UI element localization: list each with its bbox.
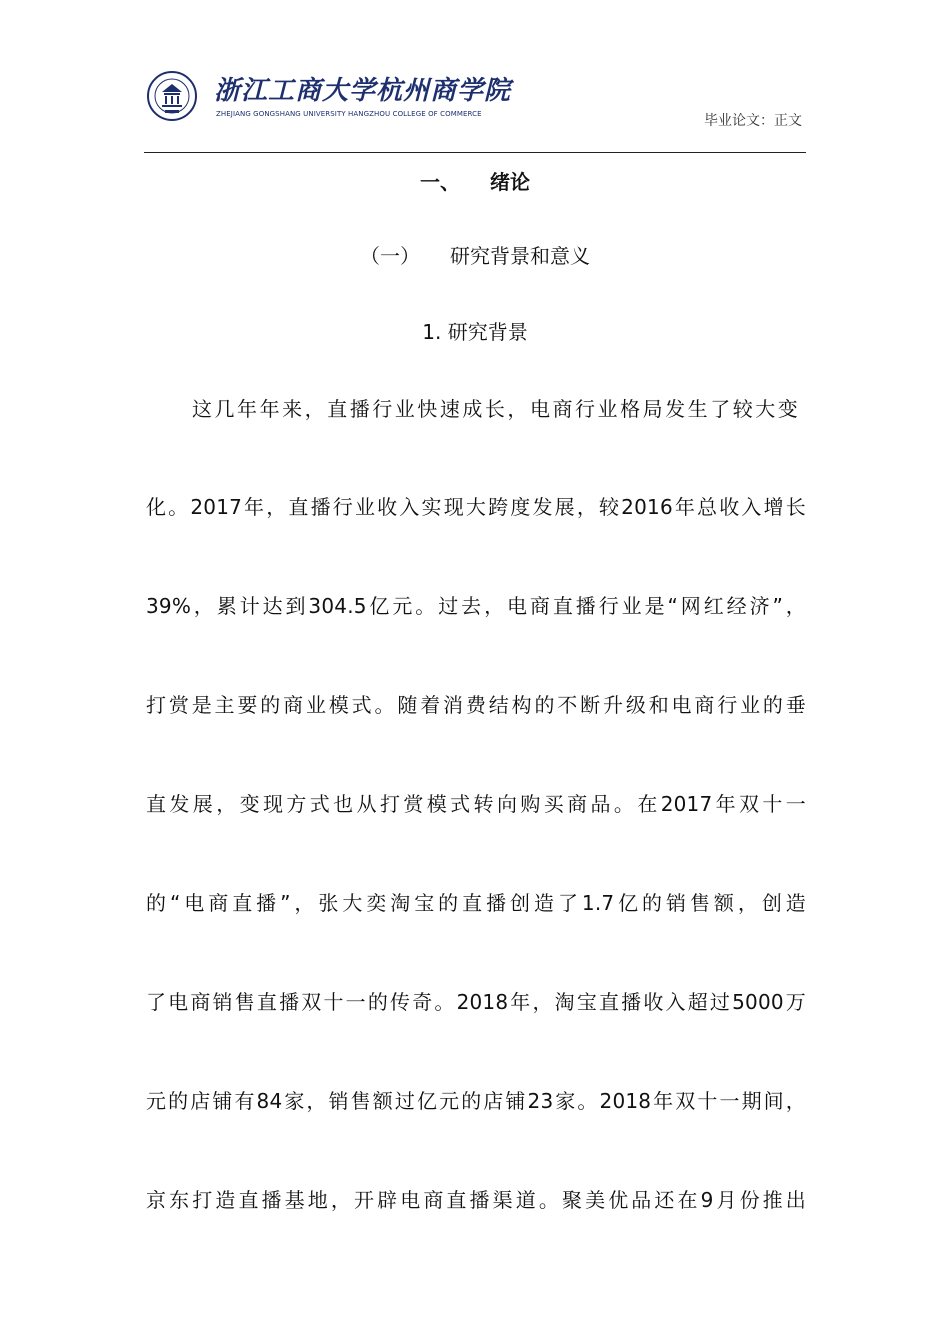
chapter-heading [0, 166, 950, 195]
paragraph-line: 这几年年来，直播行业快速成长，电商行业格局发生了较大变 [192, 397, 798, 421]
section-number: （一） [360, 244, 420, 268]
subsection-heading: 1. 研究背景 [422, 320, 528, 344]
paragraph-line: 直发展，变现方式也从打赏模式转向购买商品。在2017年双十一 [146, 792, 806, 816]
paragraph-line: 元的店铺有84家，销售额过亿元的店铺23家。2018年双十一期间， [146, 1089, 806, 1113]
paragraph-line: 化。2017年，直播行业收入实现大跨度发展，较2016年总收入增长 [146, 495, 806, 519]
university-seal-icon [146, 70, 198, 122]
document-section-label: 毕业论文：正文 [704, 113, 802, 129]
logo-english-name: ZHEJIANG GONGSHANG UNIVERSITY HANGZHOU COLLEGE OF COMMERCE [216, 110, 482, 118]
university-logo [144, 68, 512, 128]
chapter-number: 一、 [420, 170, 460, 194]
paragraph-line: 39%，累计达到304.5亿元。过去，电商直播行业是“网红经济”， [146, 594, 806, 618]
logo-chinese-name: 浙江工商大学杭州商学院 [214, 76, 512, 106]
section-title: 研究背景和意义 [450, 244, 590, 268]
section-heading [0, 240, 950, 269]
paragraph-line: 打赏是主要的商业模式。随着消费结构的不断升级和电商行业的垂 [146, 693, 806, 717]
chapter-title: 绪论 [490, 170, 530, 194]
paragraph-line: 的“电商直播”，张大奕淘宝的直播创造了1.7亿的销售额，创造 [146, 891, 806, 915]
paragraph-line: 京东打造直播基地，开辟电商直播渠道。聚美优品还在9月份推出 [146, 1188, 806, 1212]
paragraph-line: 了电商销售直播双十一的传奇。2018年，淘宝直播收入超过5000万 [146, 990, 806, 1014]
page-header [144, 64, 806, 153]
